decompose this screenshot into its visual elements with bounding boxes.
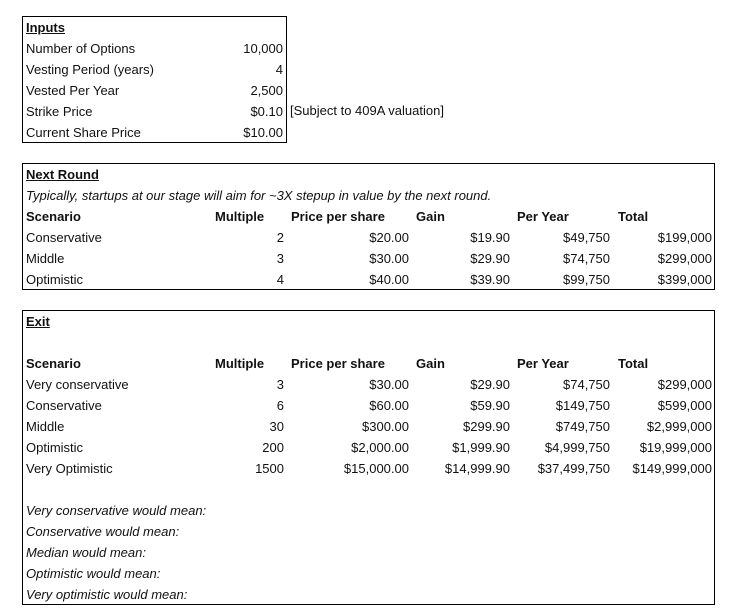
total-cell[interactable]: $149,999,000: [632, 461, 712, 476]
input-value-strike-price[interactable]: $0.10: [250, 104, 283, 119]
scenario-cell[interactable]: Optimistic: [26, 440, 84, 455]
multiple-cell[interactable]: 6: [276, 398, 284, 413]
exit-note-row[interactable]: [23, 584, 714, 605]
input-label: Current Share Price: [26, 125, 141, 140]
header-gain: Gain: [416, 356, 445, 371]
scenario-cell[interactable]: Middle: [26, 251, 65, 266]
total-cell[interactable]: $599,000: [657, 398, 712, 413]
exit-title: Exit: [26, 314, 50, 329]
table-row[interactable]: [23, 227, 714, 248]
input-label: Strike Price: [26, 104, 93, 119]
gain-cell[interactable]: $29.90: [470, 377, 510, 392]
table-row[interactable]: [23, 269, 714, 290]
input-row-current-share-price[interactable]: [23, 122, 286, 143]
scenario-cell[interactable]: Conservative: [26, 230, 102, 245]
per-year-cell[interactable]: $37,499,750: [537, 461, 610, 476]
multiple-cell[interactable]: 3: [276, 377, 284, 392]
next-round-section: [22, 163, 715, 290]
per-year-cell[interactable]: $49,750: [563, 230, 610, 245]
next-round-header-row: [23, 206, 714, 227]
multiple-cell[interactable]: 4: [276, 272, 284, 287]
exit-note-row[interactable]: [23, 521, 714, 542]
next-round-subtitle-row: [23, 185, 714, 206]
input-label: Vesting Period (years): [26, 62, 154, 77]
scenario-cell[interactable]: Very Optimistic: [26, 461, 113, 476]
note-optimistic[interactable]: Optimistic would mean:: [26, 566, 161, 581]
strike-price-note: [Subject to 409A valuation]: [290, 103, 444, 118]
input-row-vesting-period[interactable]: [23, 59, 286, 80]
table-row[interactable]: [23, 416, 714, 437]
multiple-cell[interactable]: 1500: [255, 461, 284, 476]
header-per-year: Per Year: [517, 209, 569, 224]
total-cell[interactable]: $19,999,000: [639, 440, 712, 455]
price-cell[interactable]: $20.00: [369, 230, 409, 245]
multiple-cell[interactable]: 200: [262, 440, 284, 455]
header-scenario: Scenario: [26, 356, 81, 371]
input-value-current-share-price[interactable]: $10.00: [243, 125, 283, 140]
total-cell[interactable]: $299,000: [657, 377, 712, 392]
input-value-vested-per-year[interactable]: 2,500: [250, 83, 283, 98]
table-row[interactable]: [23, 437, 714, 458]
price-cell[interactable]: $15,000.00: [343, 461, 409, 476]
input-value-number-of-options[interactable]: 10,000: [243, 41, 283, 56]
per-year-cell[interactable]: $4,999,750: [544, 440, 610, 455]
per-year-cell[interactable]: $74,750: [563, 251, 610, 266]
gain-cell[interactable]: $59.90: [470, 398, 510, 413]
next-round-title-row: [23, 164, 714, 185]
note-very-optimistic[interactable]: Very optimistic would mean:: [26, 587, 188, 602]
price-cell[interactable]: $40.00: [369, 272, 409, 287]
next-round-title: Next Round: [26, 167, 99, 182]
total-cell[interactable]: $2,999,000: [646, 419, 712, 434]
price-cell[interactable]: $2,000.00: [351, 440, 409, 455]
gain-cell[interactable]: $29.90: [470, 251, 510, 266]
table-row[interactable]: [23, 458, 714, 479]
gain-cell[interactable]: $39.90: [470, 272, 510, 287]
note-very-conservative[interactable]: Very conservative would mean:: [26, 503, 207, 518]
price-cell[interactable]: $30.00: [369, 377, 409, 392]
header-total: Total: [618, 356, 649, 371]
table-row[interactable]: [23, 374, 714, 395]
gain-cell[interactable]: $14,999.90: [444, 461, 510, 476]
next-round-subtitle: Typically, startups at our stage will aim for ~3X stepup in value by the next round.: [26, 188, 492, 203]
note-median[interactable]: Median would mean:: [26, 545, 146, 560]
table-row[interactable]: [23, 395, 714, 416]
total-cell[interactable]: $299,000: [657, 251, 712, 266]
scenario-cell[interactable]: Very conservative: [26, 377, 129, 392]
input-row-number-of-options[interactable]: [23, 38, 286, 59]
input-row-strike-price[interactable]: [23, 101, 286, 122]
scenario-cell[interactable]: Middle: [26, 419, 65, 434]
header-price-per-share: Price per share: [291, 356, 385, 371]
gain-cell[interactable]: $1,999.90: [452, 440, 510, 455]
per-year-cell[interactable]: $749,750: [555, 419, 610, 434]
gain-cell[interactable]: $299.90: [463, 419, 510, 434]
inputs-title-row: [23, 17, 286, 38]
header-scenario: Scenario: [26, 209, 81, 224]
exit-section: [22, 310, 715, 605]
price-cell[interactable]: $60.00: [369, 398, 409, 413]
price-cell[interactable]: $30.00: [369, 251, 409, 266]
exit-note-row[interactable]: [23, 563, 714, 584]
inputs-title: Inputs: [26, 20, 65, 35]
exit-title-row: [23, 311, 714, 332]
note-conservative[interactable]: Conservative would mean:: [26, 524, 180, 539]
multiple-cell[interactable]: 30: [269, 419, 284, 434]
per-year-cell[interactable]: $74,750: [563, 377, 610, 392]
per-year-cell[interactable]: $99,750: [563, 272, 610, 287]
exit-header-row: [23, 353, 714, 374]
gain-cell[interactable]: $19.90: [470, 230, 510, 245]
exit-note-row[interactable]: [23, 500, 714, 521]
header-per-year: Per Year: [517, 356, 569, 371]
input-value-vesting-period[interactable]: 4: [275, 62, 283, 77]
header-price-per-share: Price per share: [291, 209, 385, 224]
header-gain: Gain: [416, 209, 445, 224]
table-row[interactable]: [23, 248, 714, 269]
header-total: Total: [618, 209, 649, 224]
exit-note-row[interactable]: [23, 542, 714, 563]
scenario-cell[interactable]: Conservative: [26, 398, 102, 413]
per-year-cell[interactable]: $149,750: [555, 398, 610, 413]
header-multiple: Multiple: [215, 356, 265, 371]
scenario-cell[interactable]: Optimistic: [26, 272, 84, 287]
input-label: Number of Options: [26, 41, 136, 56]
input-row-vested-per-year[interactable]: [23, 80, 286, 101]
total-cell[interactable]: $399,000: [657, 272, 712, 287]
total-cell[interactable]: $199,000: [657, 230, 712, 245]
header-multiple: Multiple: [215, 209, 265, 224]
multiple-cell[interactable]: 3: [276, 251, 284, 266]
input-label: Vested Per Year: [26, 83, 120, 98]
price-cell[interactable]: $300.00: [362, 419, 409, 434]
multiple-cell[interactable]: 2: [276, 230, 284, 245]
inputs-section: [22, 16, 287, 143]
